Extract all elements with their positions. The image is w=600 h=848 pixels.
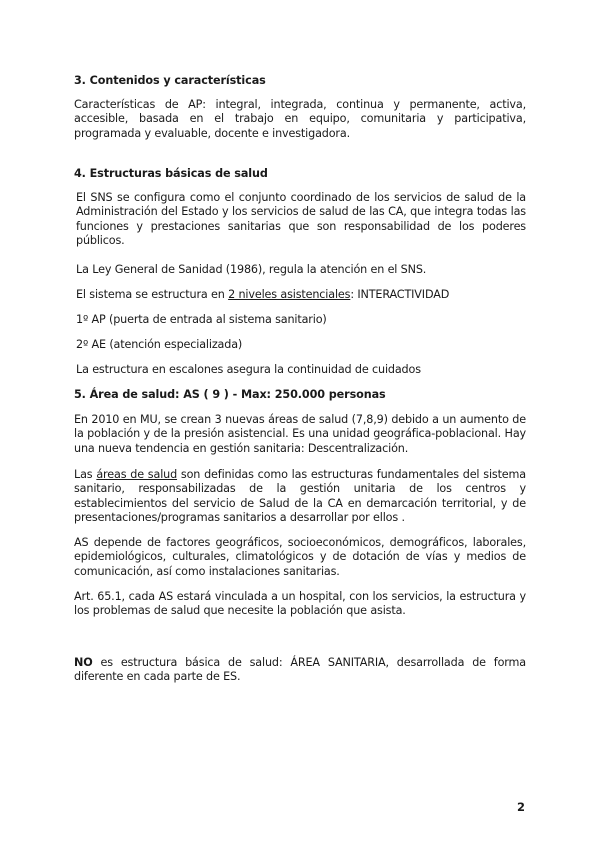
text-span: El sistema se estructura en <box>76 288 229 301</box>
section-5-paragraph-2 <box>74 468 526 525</box>
section-5-paragraph-4: Art. 65.1, cada AS estará vinculada a un hospital, con los servicios, la estructura y los problemas de salud que necesite la población que asista. <box>74 590 526 618</box>
section-4-heading: 4. Estructuras básicas de salud <box>74 167 268 180</box>
section-4-paragraph-2: La Ley General de Sanidad (1986), regula la atención en el SNS. <box>76 263 427 276</box>
text-span: son definidas como las estructuras fundamentales del sistema sanitario, responsabilizadas de la gestión unitaria de los centros y establecimientos del servicio de Salud de la CA en demarcación territorial, y de presentaciones/programas sanitarios a desarrollar por ellos . <box>74 468 526 524</box>
section-4-paragraph-6: La estructura en escalones asegura la continuidad de cuidados <box>76 363 421 376</box>
section-5-paragraph-1: En 2010 en MU, se crean 3 nuevas áreas de salud (7,8,9) debido a un aumento de la población y de la presión asistencial. Es una unidad geográfica-poblacional. Hay una nueva tendencia en gestión sanitaria: Descentralización. <box>74 413 526 455</box>
underlined-term: 2 niveles asistenciales <box>228 288 351 301</box>
text-span: Las <box>74 468 97 481</box>
bold-term: NO <box>74 656 93 669</box>
section-3-heading: 3. Contenidos y características <box>74 74 266 87</box>
text-span: es estructura básica de salud: ÁREA SANITARIA, desarrollada de forma diferente en cada parte de ES. <box>74 656 526 684</box>
section-4-paragraph-1: El SNS se configura como el conjunto coordinado de los servicios de salud de la Administración del Estado y los servicios de salud de las CA, que integra todas las funciones y prestaciones sanitarias que son responsabilidad de los poderes públicos. <box>76 191 526 247</box>
text-span: : INTERACTIVIDAD <box>350 288 450 301</box>
section-5-paragraph-3: AS depende de factores geográficos, socioeconómicos, demográficos, laborales, epidemiológicos, culturales, climatológicos y de dotación de vías y medios de comunicación, así como instalaciones sanitarias. <box>74 536 526 578</box>
section-4-paragraph-3 <box>76 288 449 301</box>
section-5-paragraph-5 <box>74 656 526 685</box>
section-4-paragraph-4: 1º AP (puerta de entrada al sistema sanitario) <box>76 313 327 326</box>
section-4-paragraph-5: 2º AE (atención especializada) <box>76 338 243 351</box>
section-5-heading: 5. Área de salud: AS ( 9 ) - Max: 250.000 personas <box>74 388 386 401</box>
underlined-term: áreas de salud <box>96 468 178 481</box>
page-number: 2 <box>517 800 526 814</box>
section-3-paragraph: Características de AP: integral, integrada, continua y permanente, activa, accesible, basada en el trabajo en equipo, comunitaria y participativa, programada y evaluable, docente e investigadora. <box>74 98 526 140</box>
